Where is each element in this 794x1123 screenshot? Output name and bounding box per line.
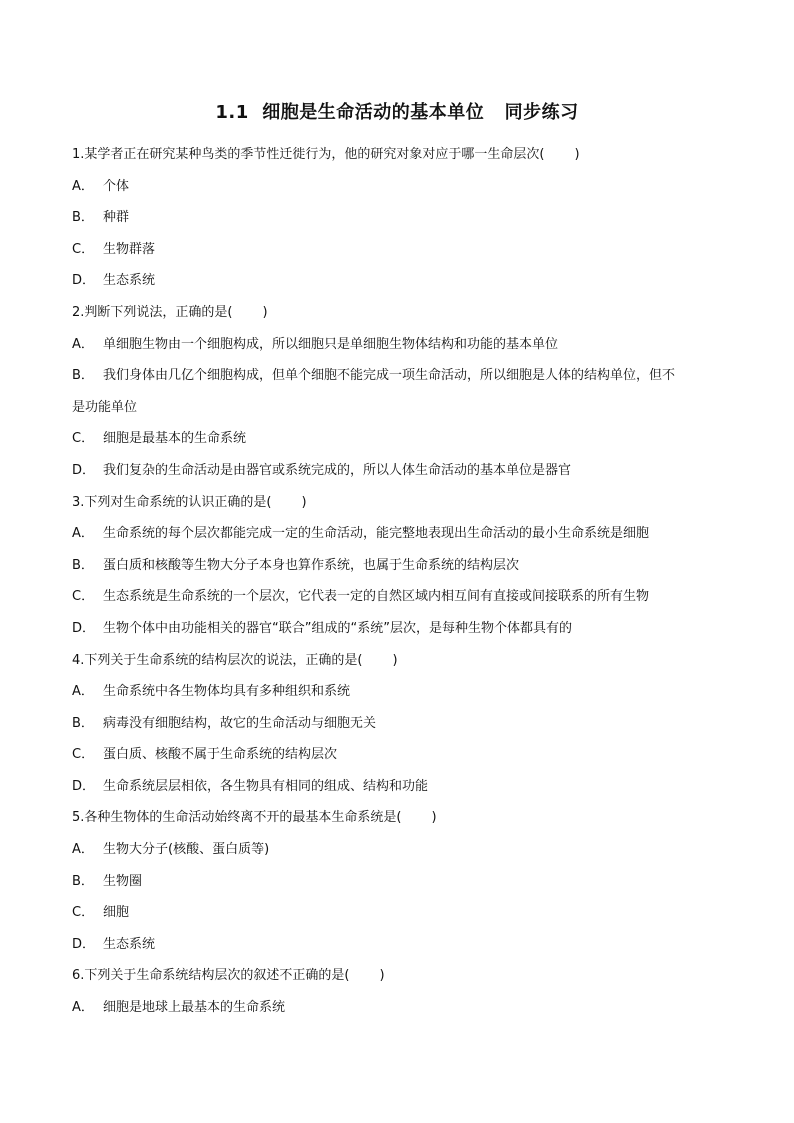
option-b [72,550,728,582]
option-letter: C． [72,589,95,605]
option-letter: A． [72,684,94,700]
question-close-paren: ) [379,968,385,984]
question-stem: 下列对生命系统的认识正确的是( [84,494,272,510]
option-text: 生物个体中由功能相关的器官“联合”组成的“系统”层次，是每种生物个体都具有的 [103,620,572,636]
option-text: 细胞是最基本的生命系统 [103,431,247,447]
option-text: 我们复杂的生命活动是由器官或系统完成的，所以人体生命活动的基本单位是器官 [103,462,572,478]
option-b-continuation: 是功能单位 [72,399,138,415]
question-stem: 判断下列说法，正确的是( [84,304,233,320]
option-letter: C． [72,747,95,763]
option-letter: A． [72,526,94,542]
question-number: 3. [72,494,85,510]
question-5 [72,802,728,834]
option-letter: A． [72,178,94,194]
question-close-paren: ) [431,810,437,826]
option-letter: C． [72,241,95,257]
option-c [72,234,728,266]
question-stem: 下列关于生命系统结构层次的叙述不正确的是( [84,968,350,984]
question-number: 4. [72,652,85,668]
option-text: 单细胞生物由一个细胞构成，所以细胞只是单细胞生物体结构和功能的基本单位 [103,336,559,352]
option-d [72,771,728,803]
question-6 [72,960,728,992]
option-text: 生物大分子(核酸、蛋白质等) [103,842,270,858]
option-text: 我们身体由几亿个细胞构成，但单个细胞不能完成一项生命活动，所以细胞是人体的结构单位，但不 [103,368,676,384]
option-d [72,613,728,645]
option-text: 生命系统中各生物体均具有多种组织和系统 [103,684,351,700]
option-text: 种群 [103,210,130,226]
option-c [72,739,728,771]
question-stem: 某学者正在研究某种鸟类的季节性迁徙行为，他的研究对象对应于哪一生命层次( [84,147,545,162]
option-a [72,834,728,866]
option-c [72,897,728,929]
option-b [72,866,728,898]
option-text: 细胞是地球上最基本的生命系统 [103,1000,286,1016]
option-b [72,360,728,392]
option-text: 生命系统的每个层次都能完成一定的生命活动，能完整地表现出生命活动的最小生命系统是细胞 [103,526,650,542]
option-text: 个体 [103,178,130,194]
question-2 [72,297,728,329]
option-text: 生态系统是生命系统的一个层次，它代表一定的自然区域内相互间有直接或间接联系的所有生物 [103,589,650,605]
question-list [72,139,728,1024]
question-number: 5. [72,810,85,826]
option-text: 生物圈 [103,873,143,889]
option-letter: A． [72,842,94,858]
question-number: 6. [72,968,85,984]
option-a [72,992,728,1024]
option-a [72,329,728,361]
option-text: 生态系统 [103,936,156,952]
option-letter: B． [72,873,94,889]
option-letter: D． [72,778,96,794]
question-number: 1. [72,147,85,162]
question-close-paren: ) [301,494,307,510]
option-text: 生态系统 [103,273,156,289]
option-text: 生命系统层层相依，各生物具有相同的组成、结构和功能 [103,778,429,794]
option-letter: D． [72,462,96,478]
option-letter: B． [72,557,94,573]
option-text: 细胞 [103,905,130,921]
option-a [72,171,728,203]
question-close-paren: ) [262,304,268,320]
option-c [72,581,728,613]
option-d [72,265,728,297]
question-1 [72,139,728,171]
option-text: 蛋白质和核酸等生物大分子本身也算作系统，也属于生命系统的结构层次 [103,557,520,573]
option-letter: C． [72,905,95,921]
question-4 [72,645,728,677]
option-letter: B． [72,715,94,731]
option-text: 生物群落 [103,241,156,257]
option-c [72,423,728,455]
question-close-paren: ) [392,652,398,668]
question-3 [72,487,728,519]
option-text: 病毒没有细胞结构，故它的生命活动与细胞无关 [103,715,377,731]
option-a [72,676,728,708]
document-title: 1.1 细胞是生命活动的基本单位 同步练习 [215,102,579,123]
option-d [72,929,728,961]
question-stem: 各种生物体的生命活动始终离不开的最基本生命系统是( [84,810,402,826]
option-letter: D． [72,273,96,289]
question-number: 2. [72,304,85,320]
option-text: 蛋白质、核酸不属于生命系统的结构层次 [103,747,338,763]
option-letter: B． [72,210,94,226]
option-letter: D． [72,620,96,636]
option-a [72,518,728,550]
option-letter: C． [72,431,95,447]
option-letter: B． [72,368,94,384]
question-stem: 下列关于生命系统的结构层次的说法，正确的是( [84,652,363,668]
option-letter: D． [72,936,96,952]
option-b [72,202,728,234]
option-letter: A． [72,336,94,352]
option-d [72,455,728,487]
option-b [72,708,728,740]
question-close-paren: ) [574,147,580,162]
option-letter: A． [72,1000,94,1016]
